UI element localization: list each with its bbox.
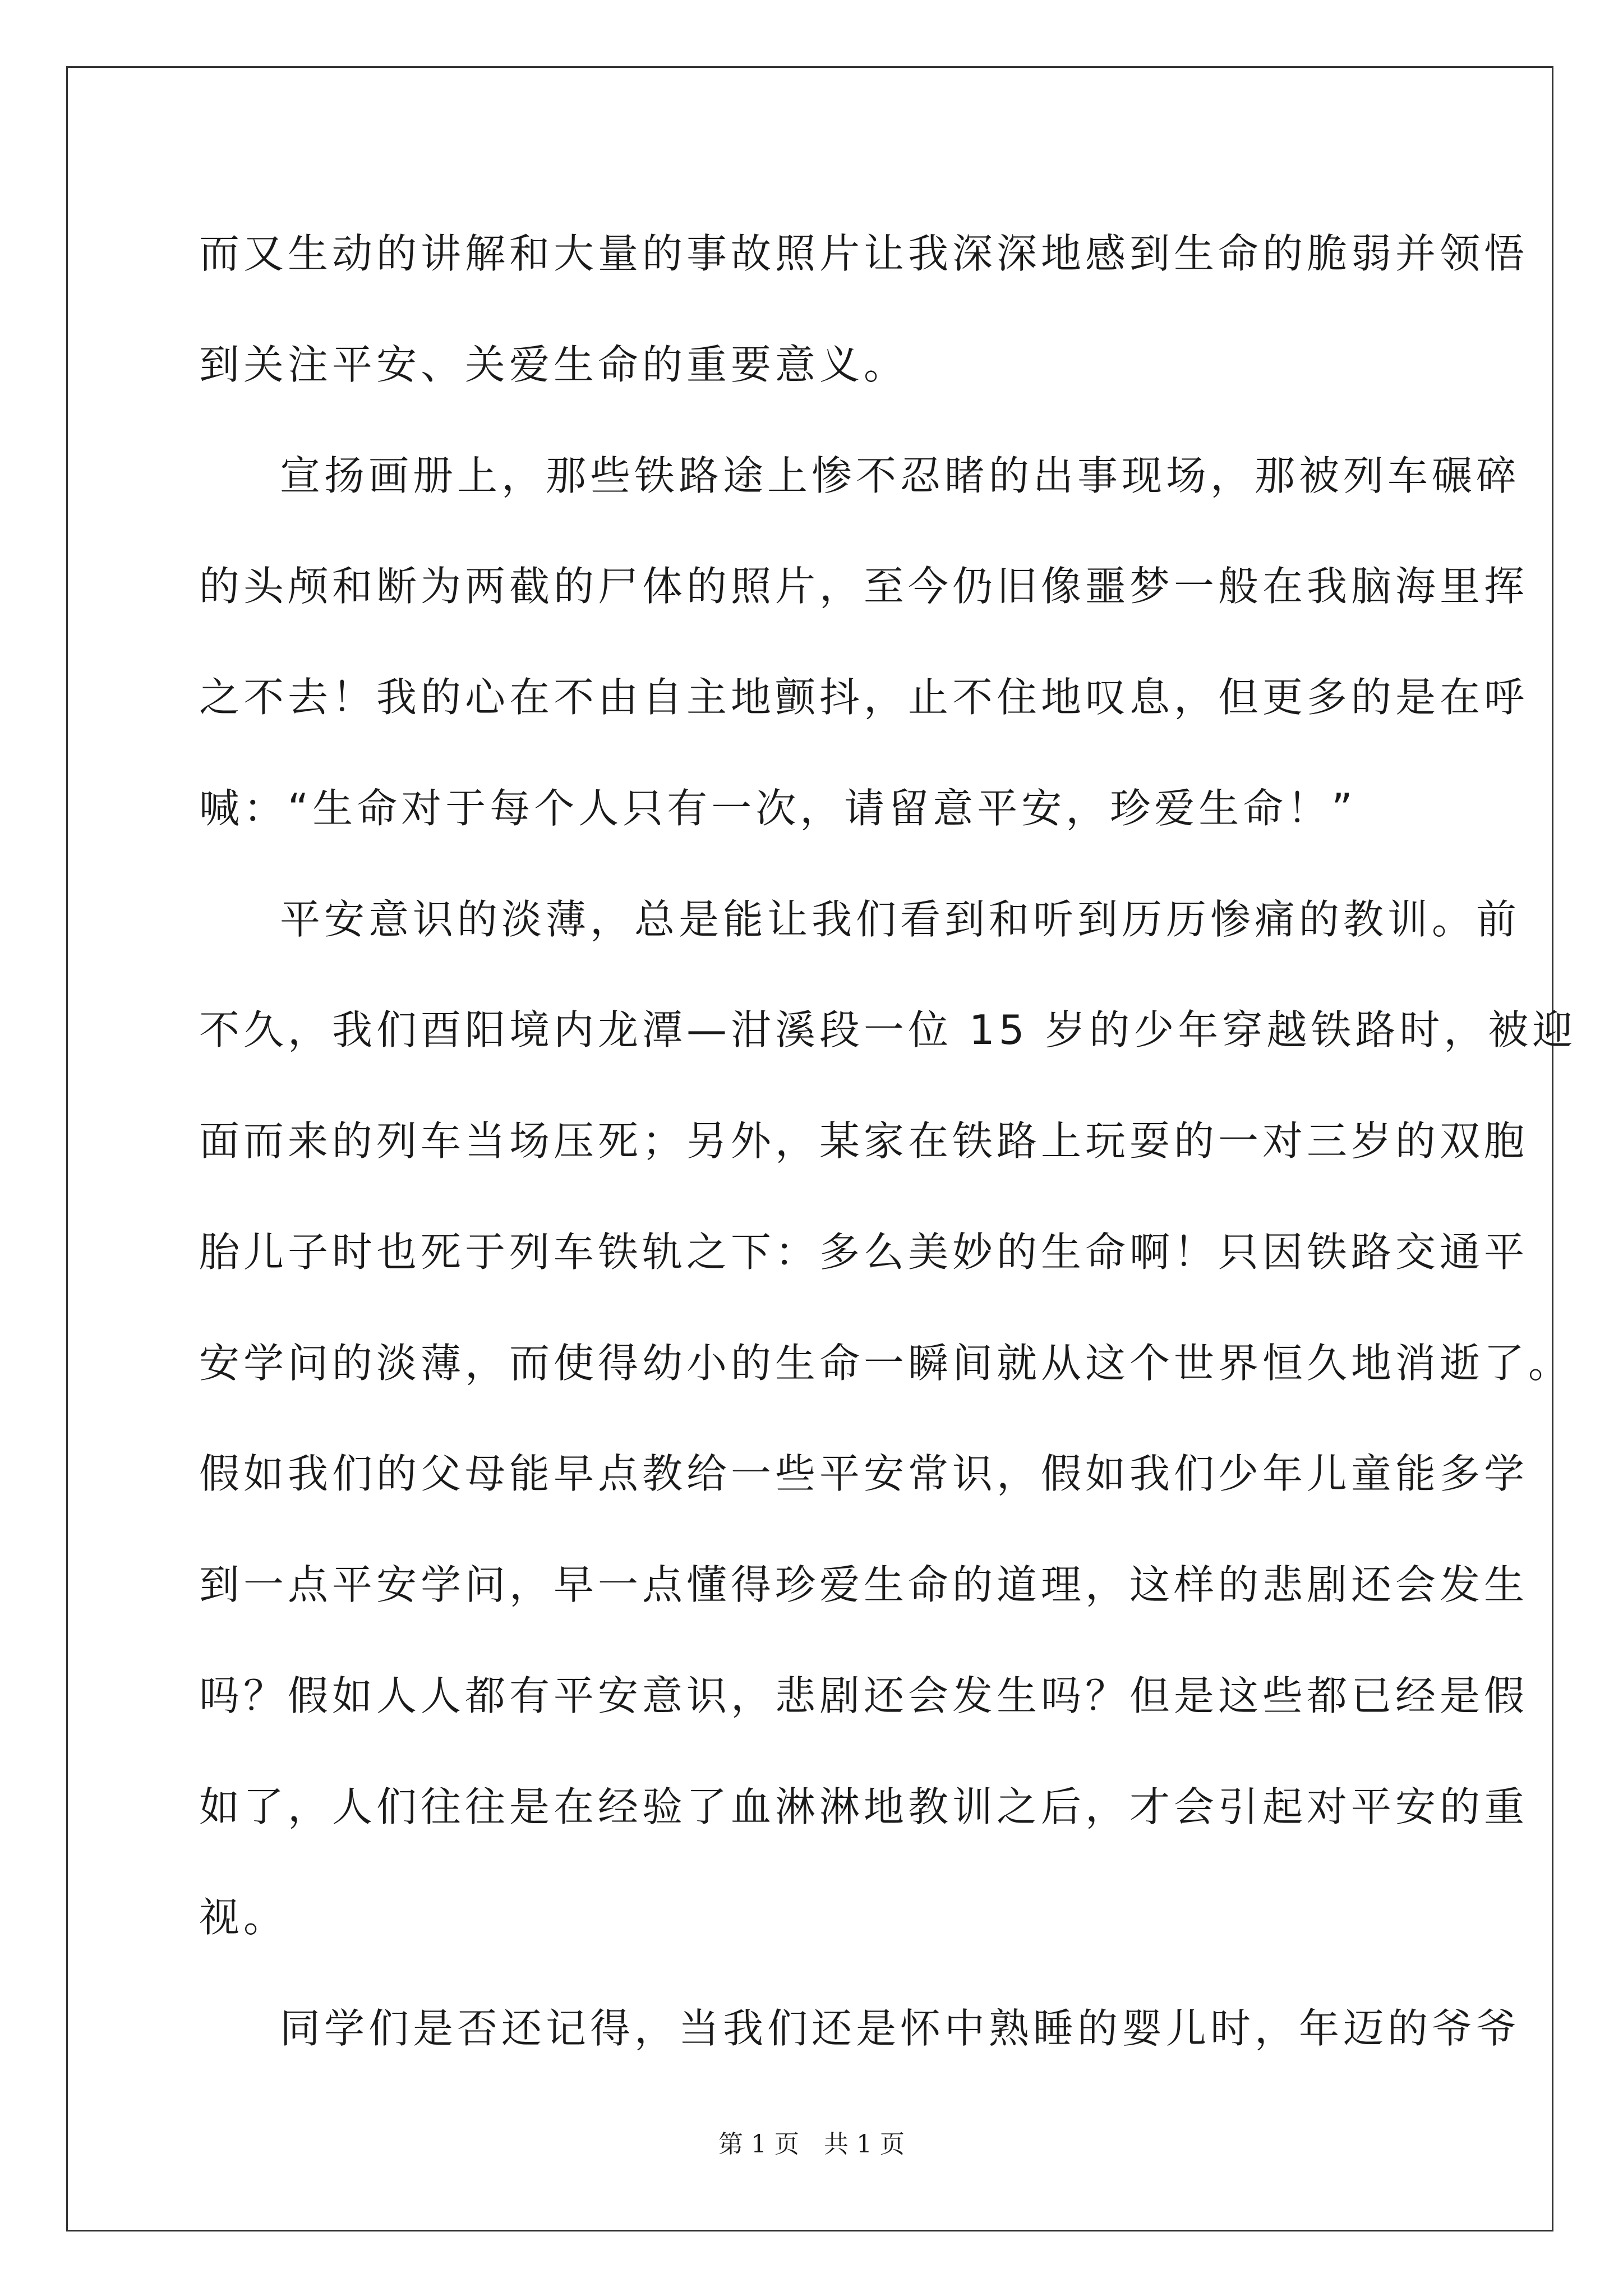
body-text-line: 到一点平安学问，早一点懂得珍爱生命的道理，这样的悲剧还会发生: [199, 1561, 1529, 1608]
body-text-line: 面而来的列车当场压死；另外，某家在铁路上玩耍的一对三岁的双胞: [199, 1117, 1529, 1165]
body-text-line: 吗？假如人人都有平安意识，悲剧还会发生吗？但是这些都已经是假: [199, 1672, 1529, 1719]
paragraph-first-line: 同学们是否还记得，当我们还是怀中熟睡的婴儿时，年迈的爷爷: [280, 2005, 1521, 2052]
body-text-line: 如了，人们往往是在经验了血淋淋地教训之后，才会引起对平安的重: [199, 1783, 1529, 1830]
page-number-footer: 第 1 页 共 1 页: [718, 2130, 905, 2159]
paragraph-first-line: 宣扬画册上，那些铁路途上惨不忍睹的出事现场，那被列车碾碎: [280, 452, 1521, 499]
paragraph-first-line: 平安意识的淡薄，总是能让我们看到和听到历历惨痛的教训。前: [280, 896, 1521, 943]
body-text-line: 视。: [199, 1894, 288, 1941]
body-text-line: 喊：“生命对于每个人只有一次，请留意平安，珍爱生命！”: [199, 785, 1357, 832]
body-text-line: 之不去！我的心在不由自主地颤抖，止不住地叹息，但更多的是在呼: [199, 674, 1529, 721]
body-text-line: 假如我们的父母能早点教给一些平安常识，假如我们少年儿童能多学: [199, 1450, 1529, 1497]
body-text-line: 到关注平安、关爱生命的重要意义。: [199, 341, 909, 388]
body-text-line: 的头颅和断为两截的尸体的照片，至今仍旧像噩梦一般在我脑海里挥: [199, 563, 1529, 610]
body-text-line: 安学问的淡薄，而使得幼小的生命一瞬间就从这个世界恒久地消逝了。: [199, 1340, 1573, 1387]
body-text-line: 不久，我们酉阳境内龙潭—泔溪段一位 15 岁的少年穿越铁路时，被迎: [199, 1006, 1577, 1053]
body-text-line: 胎儿子时也死于列车铁轨之下：多么美妙的生命啊！只因铁路交通平: [199, 1228, 1529, 1276]
body-text-line: 而又生动的讲解和大量的事故照片让我深深地感到生命的脆弱并领悟: [199, 230, 1529, 277]
